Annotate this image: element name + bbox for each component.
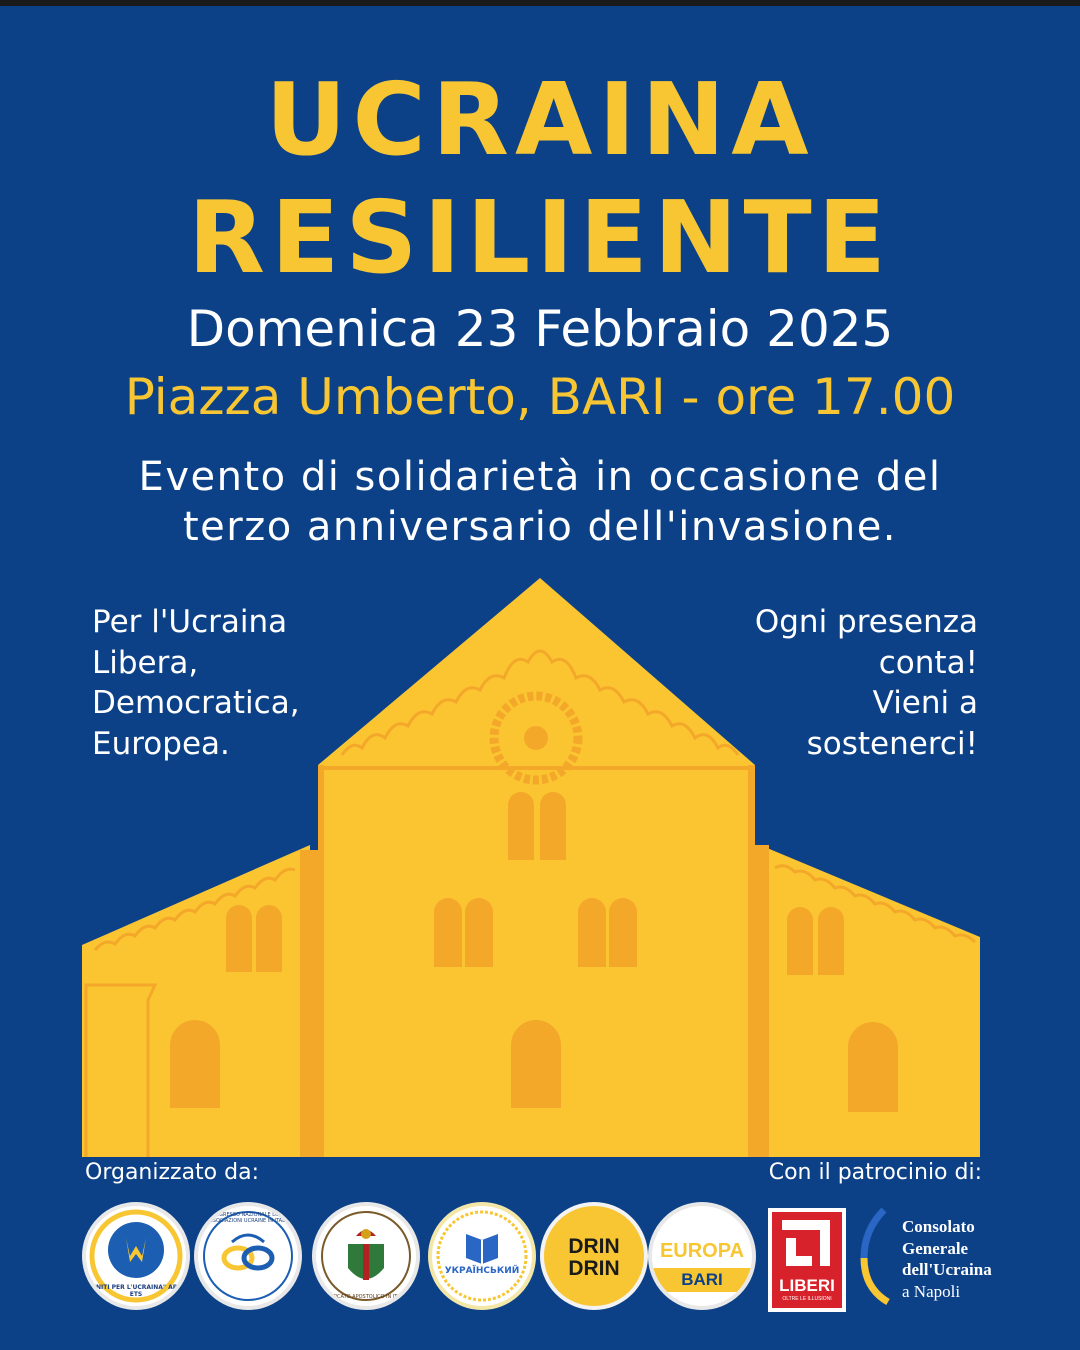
- europa-bari-logo: [648, 1202, 756, 1310]
- consolato-line: dell'Ucraina: [902, 1260, 992, 1279]
- central-window-right-b: [609, 898, 637, 967]
- drin-drin-logo: [540, 1202, 648, 1310]
- description-line-1: Evento di solidarietà in occasione del: [138, 454, 942, 500]
- left-slogan-line: Democratica,: [92, 685, 300, 721]
- ukrainian-school-logo: [428, 1202, 536, 1310]
- central-window-left-b: [465, 898, 493, 967]
- event-place-time: Piazza Umberto, BARI - ore 17.00: [124, 368, 956, 426]
- bari-text: BARI: [652, 1268, 752, 1292]
- central-window-right-a: [578, 898, 606, 967]
- liberi-mark-icon: [772, 1212, 842, 1272]
- right-slogan: [755, 602, 978, 764]
- left-slogan-line: Libera,: [92, 644, 199, 681]
- left-wing-window-b: [256, 905, 282, 972]
- left-slogan-line: Per l'Ucraina: [92, 604, 288, 640]
- drin-drin-text: DRIN DRIN: [568, 1235, 620, 1280]
- central-window-top-right: [540, 792, 566, 860]
- right-slogan-line: conta!: [878, 644, 978, 681]
- esarcato-apostolico-logo: [312, 1202, 420, 1310]
- uniti-per-l-ucraina-logo: [82, 1202, 190, 1310]
- consolato-text: [902, 1216, 992, 1302]
- right-wing-window-b: [818, 907, 844, 975]
- esarcato-logo-text: ESARCATO APOSTOLICO IN ITALIA: [323, 1294, 409, 1300]
- right-slogan-line: Vieni a: [872, 685, 978, 721]
- central-window-top-left: [508, 792, 534, 860]
- central-door: [511, 1020, 561, 1108]
- top-border: [0, 0, 1080, 6]
- right-wing-window-a: [787, 907, 813, 975]
- liberi-logo: [768, 1208, 846, 1312]
- left-door: [170, 1020, 220, 1108]
- consolato-line: a Napoli: [902, 1281, 961, 1301]
- church-pilaster-center-right: [748, 765, 755, 1157]
- consolato-line: Generale: [902, 1238, 969, 1258]
- patronage-label: Con il patrocinio di:: [768, 1160, 982, 1185]
- title-line-2: RESILIENTE: [188, 179, 892, 296]
- central-window-left-a: [434, 898, 462, 967]
- event-description: [0, 452, 1080, 552]
- congresso-logo-text: CONGRESSO NAZIONALE DELLE ASSOCIAZIONI UCRAINE IN ITALIA: [206, 1212, 290, 1224]
- consolato-line: Consolato: [902, 1217, 975, 1236]
- right-slogan-line: Ogni presenza: [754, 604, 978, 640]
- church-pilaster-left: [300, 850, 318, 1157]
- right-slogan-line: sostenerci!: [806, 725, 978, 762]
- uniti-logo-text: "UNITI PER L'UCRAINA" APS-ETS: [87, 1284, 185, 1298]
- left-slogan: [92, 602, 300, 764]
- rose-window-center: [524, 726, 548, 750]
- left-slogan-line: Europea.: [92, 725, 230, 762]
- event-date: Domenica 23 Febbraio 2025: [186, 300, 894, 358]
- liberi-subtitle: OLTRE LE ILLUSIONI: [782, 1296, 832, 1302]
- consolato-emblem-icon: [856, 1206, 898, 1306]
- congresso-nazionale-logo: [194, 1202, 302, 1310]
- title-line-1: UCRAINA: [265, 61, 815, 178]
- school-logo-text: УКРАЇНСЬКИЙ: [444, 1266, 520, 1276]
- liberi-text: LIBERI: [779, 1276, 835, 1295]
- europa-text: EUROPA: [659, 1240, 745, 1262]
- right-door: [848, 1022, 898, 1112]
- organizers-label: Organizzato da:: [85, 1160, 259, 1185]
- left-wing-window-a: [226, 905, 252, 972]
- church-pilaster-right: [755, 845, 769, 1157]
- description-line-2: terzo anniversario dell'invasione.: [182, 504, 898, 550]
- church-pilaster-center-left: [318, 765, 324, 1157]
- church-left-wing: [82, 845, 310, 1157]
